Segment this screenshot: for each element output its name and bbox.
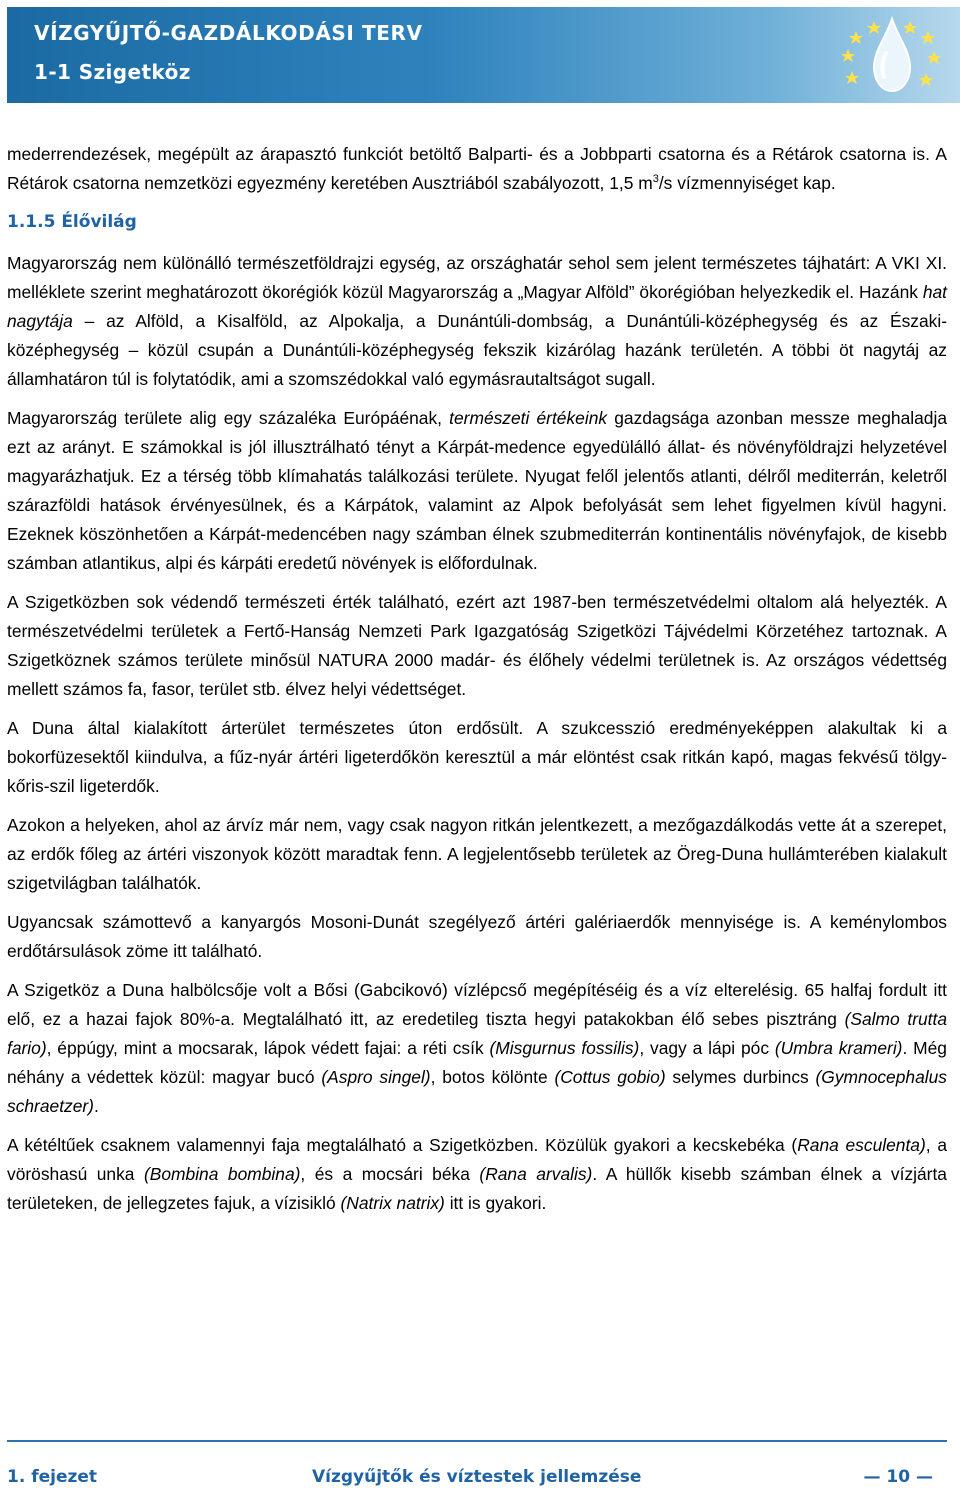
- paragraph: A Szigetköz a Duna halbölcsője volt a Bősi (Gabcikovó) vízlépcső megépítéséig és a víz elterelésig. 65 halfaj fordult itt elő, ez a hazai fajok 80%-a. Megtalálható itt, az eredetileg tiszta hegyi patakokban élő sebes pisztráng (Salmo trutta fario), éppúgy, mint a mocsarak, lápok védett fajai: a réti csík (Misgurnus fossilis), vagy a lápi póc (Umbra krameri). Még néhány a védettek közül: magyar bucó (Aspro singel), botos kölönte (Cottus gobio) selymes durbincs (Gymnocephalus schraetzer).: [7, 980, 948, 1116]
- paragraph: mederrendezések, megépült az árapasztó funkciót betöltő Balparti- és a Jobbparti csatorna és a Rétárok csatorna is. A Rétárok csatorna nemzetközi egyezmény keretében Ausztriából szabályozott, 1,5 $m^3/s$ vízmennyiséget kap.: [7, 144, 947, 193]
- eu-stars-water-drop-icon: [834, 13, 946, 97]
- paragraph: Magyarország nem különálló természetföldrajzi egység, az országhatár sehol sem jelent természetes tájhatárt: A VKI XI. melléklete szerint meghatározott ökorégiók közül Magyarország a „Magyar Alföld” ökorégióban helyezkedik el. Hazánk hat nagytája – az Alföld, a Kisalföld, az Alpokalja, a Dunántúli-dombság, a Dunántúli-középhegység és az Északi-középhegység – közül csupán a Dunántúli-középhegység fekszik kizárólag hazánk területén. A többi öt nagytáj az államhatáron túl is folytatódik, ami a szomszédokkal való egymásrautaltságot sugall.: [7, 253, 947, 389]
- paragraph: Magyarország területe alig egy százaléka Európáénak, természeti értékeink gazdagsága azonban messze meghaladja ezt az arányt. E számokkal is jól illusztrálható tényt a Kárpát-medence egyedülálló állat- és növényföldrajzi helyzetével magyarázhatjuk. Ez a térség több klímahatás találkozási területe. Nyugat felől jelentős atlanti, délről mediterrán, keletről szárazföldi hatások érvényesülnek, és a Kárpátok, valamint az Alpok befolyását sem lehet figyelmen kívül hagyni. Ezeknek köszönhetően a Kárpát-medencében nagy számban élnek szubmediterrán kontinentális növényfajok, de kisebb számban atlantikus, alpi és kárpáti eredetű növények is előfordulnak.: [7, 408, 948, 573]
- document-title: VÍZGYŰJTŐ-GAZDÁLKODÁSI TERV: [34, 21, 423, 45]
- footer-title: Vízgyűjtők és víztestek jellemzése: [312, 1467, 642, 1487]
- paragraph: Azokon a helyeken, ahol az árvíz már nem, vagy csak nagyon ritkán jelentkezett, a mezőgazdálkodás vette át a szerepet, az erdők főleg az ártéri viszonyok között maradtak fenn. A legjelentősebb területek az Öreg-Duna hullámterében kialakult szigetvilágban találhatók.: [7, 815, 947, 893]
- paragraph: A Szigetközben sok védendő természeti érték található, ezért azt 1987-ben természetvédelmi oltalom alá helyezték. A természetvédelmi területek a Fertő-Hanság Nemzeti Park Igazgatóság Szigetközi Tájvédelmi Körzetéhez tartoznak. A Szigetköznek számos területe minősül NATURA 2000 madár- és élőhely védelmi területnek is. Az országos védettség mellett számos fa, fasor, terület stb. élvez helyi védettséget.: [7, 592, 947, 699]
- paragraph: Ugyancsak számottevő a kanyargós Mosoni-Dunát szegélyező ártéri galériaerdők mennyisége is. A keménylombos erdőtársulások zöme itt található.: [7, 912, 947, 961]
- section-heading: 1.1.5 Élővilág: [7, 212, 137, 232]
- footer-chapter: 1. fejezet: [7, 1467, 98, 1487]
- page-footer: [7, 1440, 947, 1487]
- page-header: [7, 7, 960, 103]
- document-body: [7, 140, 947, 1228]
- document-subtitle: 1-1 Szigetköz: [34, 60, 191, 84]
- paragraph: A Duna által kialakított árterület természetes úton erdősült. A szukcesszió eredményeképpen alakultak ki a bokorfüzesektől kiindulva, a fűz-nyár ártéri ligeterdőkön keresztül a már elöntést csak ritkán kapó, magas fekvésű tölgy-kőris-szil ligeterdők.: [7, 718, 947, 796]
- page-number: — 10 —: [863, 1467, 933, 1487]
- paragraph: A kétéltűek csaknem valamennyi faja megtalálható a Szigetközben. Közülük gyakori a kecskebéka (Rana esculenta), a vöröshasú unka (Bombina bombina), és a mocsári béka (Rana arvalis). A hüllők kisebb számban élnek a vízjárta területeken, de jellegzetes fajuk, a vízisikló (Natrix natrix) itt is gyakori.: [7, 1135, 947, 1213]
